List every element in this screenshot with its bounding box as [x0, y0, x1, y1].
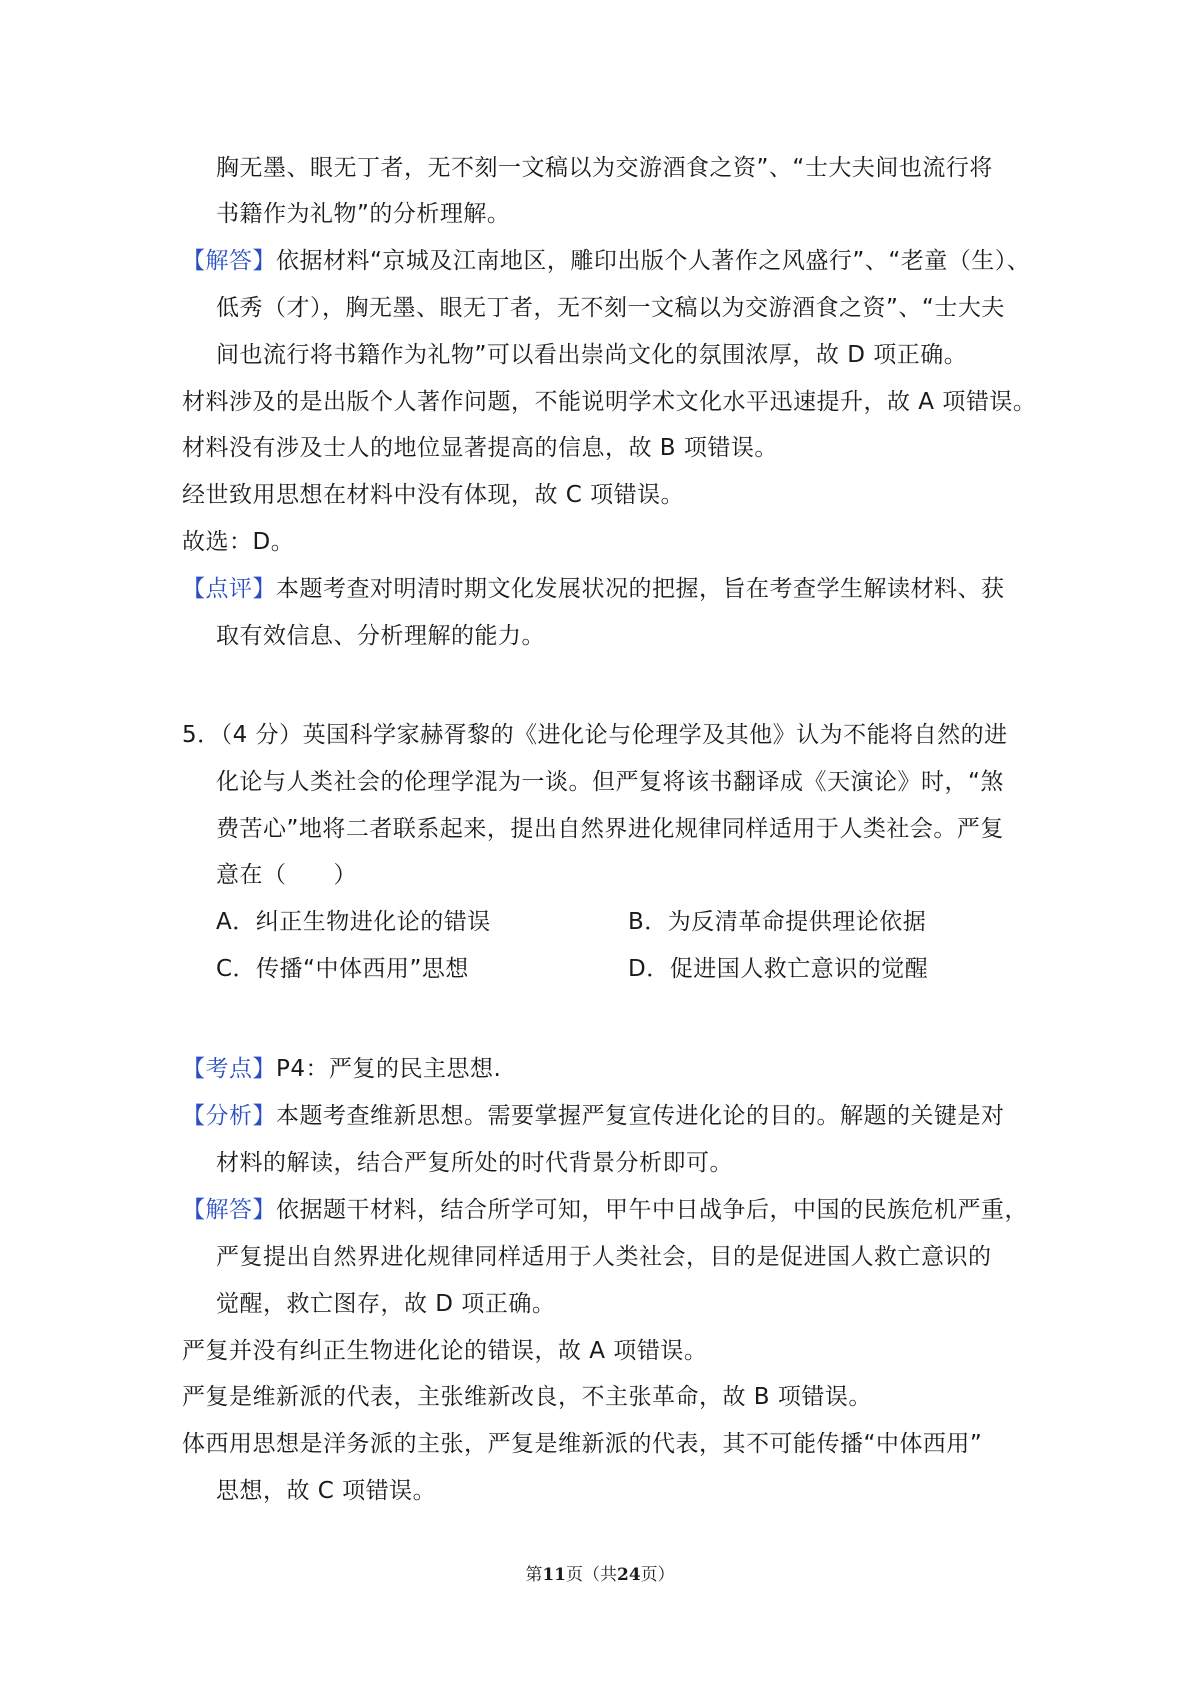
q5-point-line [182, 1053, 501, 1085]
answer-tag: 【解答】 [182, 1197, 276, 1223]
top-block-line-1: 胸无墨、眼无丁者，无不刻一文稿以为交游酒食之资”、“士大夫间也流行将 [216, 155, 993, 181]
point-tag: 【考点】 [182, 1056, 276, 1082]
q5-answer-line-7: 思想，故 C 项错误。 [216, 1478, 437, 1504]
q5-option-a: A．纠正生物进化论的错误 [216, 909, 491, 935]
q5-option-d: D．促进国人救亡意识的觉醒 [628, 956, 929, 982]
footer-prefix: 第 [525, 1565, 543, 1585]
footer-page-number: 11 [542, 1565, 566, 1585]
q4-answer-line-7: 故选：D。 [182, 529, 295, 555]
top-block-line-2: 书籍作为礼物”的分析理解。 [216, 201, 511, 227]
q5-answer-line-5: 严复是维新派的代表，主张维新改良，不主张革命，故 B 项错误。 [182, 1384, 872, 1410]
q4-answer-line-1 [182, 245, 1030, 277]
page-footer [0, 1560, 1200, 1585]
q4-answer-text-1: 依据材料“京城及江南地区，雕印出版个人著作之风盛行”、“老童（生）、 [276, 248, 1031, 274]
q5-stem-line-2: 化论与人类社会的伦理学混为一谈。但严复将该书翻译成《天演论》时，“煞 [216, 769, 1004, 795]
q5-analysis-line-1 [182, 1100, 1005, 1132]
q4-answer-line-2: 低秀（才），胸无墨、眼无丁者，无不刻一文稿以为交游酒食之资”、“士大夫 [216, 295, 1005, 321]
q5-answer-line-4: 严复并没有纠正生物进化论的错误，故 A 项错误。 [182, 1338, 708, 1364]
q4-comment-text-1: 本题考查对明清时期文化发展状况的把握，旨在考查学生解读材料、获 [276, 576, 1005, 602]
q5-analysis-text-1: 本题考查维新思想。需要掌握严复宣传进化论的目的。解题的关键是对 [276, 1103, 1005, 1129]
answer-tag: 【解答】 [182, 248, 276, 274]
q5-analysis-line-2: 材料的解读，结合严复所处的时代背景分析即可。 [216, 1150, 733, 1176]
q5-stem-line-3: 费苦心”地将二者联系起来，提出自然界进化规律同样适用于人类社会。严复 [216, 816, 1004, 842]
footer-mid: 页（共 [566, 1565, 617, 1585]
footer-total-pages: 24 [617, 1565, 641, 1585]
footer-suffix: 页） [640, 1565, 675, 1585]
q5-option-b: B．为反清革命提供理论依据 [628, 909, 927, 935]
q4-answer-line-5: 材料没有涉及士人的地位显著提高的信息，故 B 项错误。 [182, 435, 778, 461]
q5-stem-line-4: 意在（ ） [216, 862, 357, 888]
q4-answer-line-3: 间也流行将书籍作为礼物”可以看出崇尚文化的氛围浓厚，故 D 项正确。 [216, 342, 968, 368]
q5-answer-line-3: 觉醒，救亡图存，故 D 项正确。 [216, 1291, 556, 1317]
q4-comment-line-2: 取有效信息、分析理解的能力。 [216, 623, 545, 649]
q5-answer-line-6: 体西用思想是洋务派的主张，严复是维新派的代表，其不可能传播“中体西用” [182, 1431, 983, 1457]
comment-tag: 【点评】 [182, 576, 276, 602]
analysis-tag: 【分析】 [182, 1103, 276, 1129]
q4-answer-line-6: 经世致用思想在材料中没有体现，故 C 项错误。 [182, 482, 685, 508]
q5-stem-line-1: 5．（4 分）英国科学家赫胥黎的《进化论与伦理学及其他》认为不能将自然的进 [182, 722, 1008, 748]
q5-answer-line-2: 严复提出自然界进化规律同样适用于人类社会，目的是促进国人救亡意识的 [216, 1244, 992, 1270]
q5-answer-line-1 [182, 1194, 1028, 1226]
q5-option-c: C．传播“中体西用”思想 [216, 956, 469, 982]
q4-comment-line-1 [182, 573, 1005, 605]
q4-answer-line-4: 材料涉及的是出版个人著作问题，不能说明学术文化水平迅速提升，故 A 项错误。 [182, 389, 1037, 415]
q5-point-text: P4：严复的民主思想. [276, 1056, 502, 1082]
q5-answer-text-1: 依据题干材料，结合所学可知，甲午中日战争后，中国的民族危机严重， [276, 1197, 1028, 1223]
